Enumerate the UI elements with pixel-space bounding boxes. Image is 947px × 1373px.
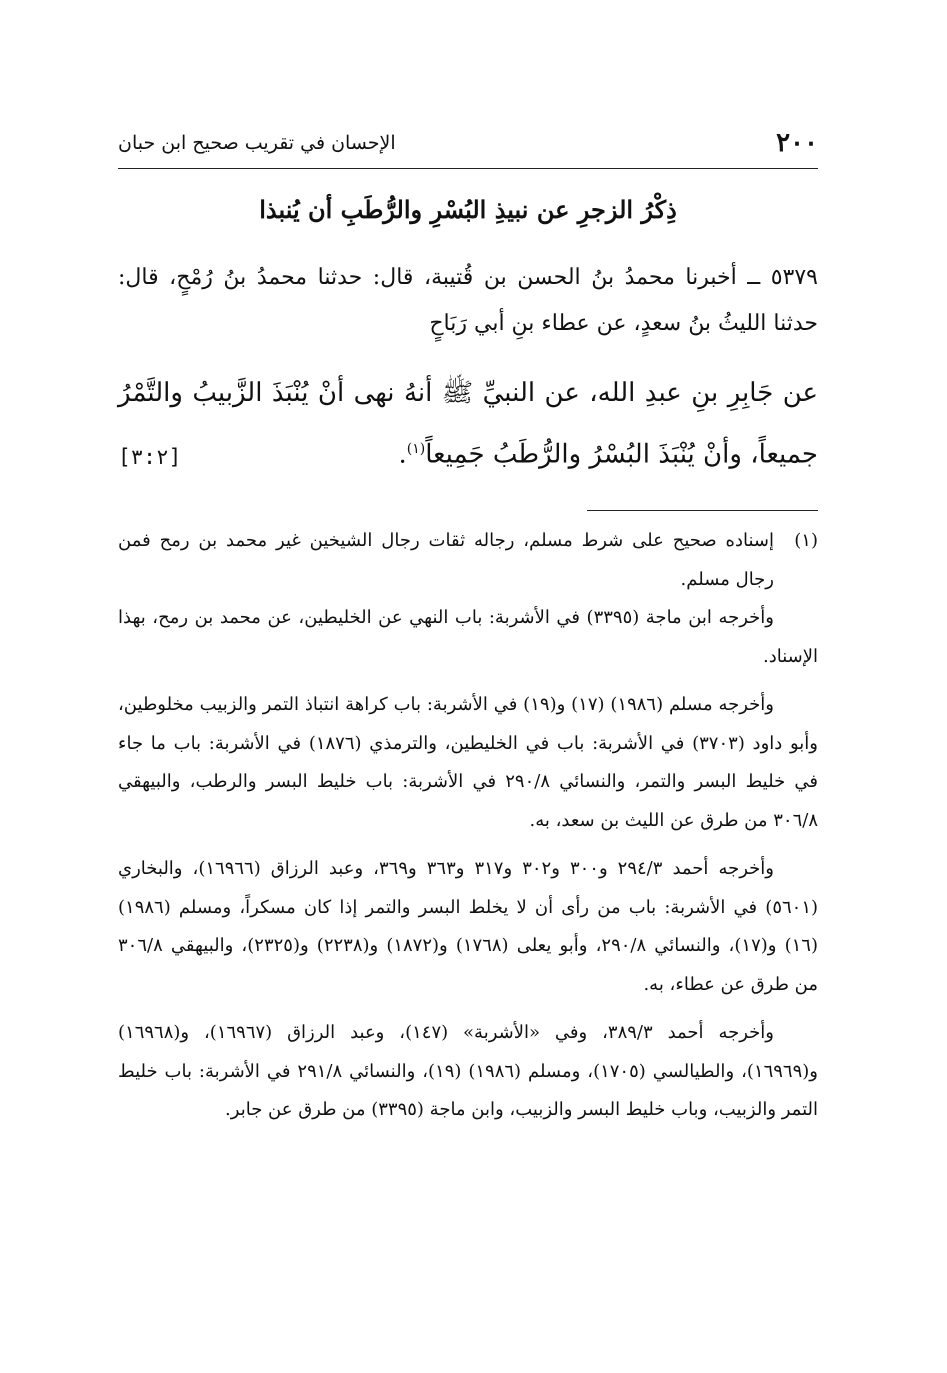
- footnotes-section: [118, 522, 818, 1140]
- footnote-1: [118, 522, 818, 599]
- chapter-reference: [٣:٢]: [118, 445, 182, 469]
- footnote-paragraph: وأخرجه أحمد ٣٨٩/٣، وفي «الأشربة» (١٤٧)، وعبد الرزاق (١٦٩٦٧)، و(١٦٩٦٨) و(١٦٩٦٩)، والطيالسي (١٧٠٥)، ومسلم (١٩٨٦) (١٩)، والنسائي ٢٩١/٨ في الأشربة: باب خليط التمر والزبيب، وباب خليط البسر والزبيب، وابن ماجة (٣٣٩٥) من طرق عن جابر.: [118, 1022, 818, 1120]
- hadith-matn: [118, 365, 818, 483]
- footnote-divider: [587, 510, 818, 511]
- footnote-paragraph: وأخرجه ابن ماجة (٣٣٩٥) في الأشربة: باب النهي عن الخليطين، عن محمد بن رمح، بهذا الإسناد.: [118, 607, 818, 667]
- footnote-reference[interactable]: (١): [406, 441, 426, 457]
- running-title: الإحسان في تقريب صحيح ابن حبان: [118, 132, 396, 154]
- footnote-marker: (١): [794, 530, 818, 551]
- footnote-paragraph: وأخرجه أحمد ٢٩٤/٣ و٣٠٠ و٣٠٢ و٣١٧ و٣٦٣ و٣٦٩، وعبد الرزاق (١٦٩٦٦)، والبخاري (٥٦٠١) في الأشربة: باب من رأى أن لا يخلط البسر والتمر إذا كان مسكراً، ومسلم (١٩٨٦) (١٦) و(١٧)، والنسائي ٢٩٠/٨، وأبو يعلى (١٧٦٨) و(١٨٧٢) و(٢٢٣٨) و(٢٣٢٥)، والبيهقي ٣٠٦/٨ من طرق عن عطاء، به.: [118, 858, 819, 995]
- matn-text: عن جَابِرِ بنِ عبدِ الله، عن النبيِّ ﷺ أنهُ نهى أنْ يُنْبَذَ الزَّبيبُ والتَّمْرُ جميعاً، وأنْ يُنْبَذَ البُسْرُ والرُّطَبُ جَمِيعاً: [118, 378, 818, 470]
- section-title: ذِكْرُ الزجرِ عن نبيذِ البُسْرِ والرُّطَبِ أن يُنبذا: [259, 195, 677, 224]
- hadith-isnad: ٥٣٧٩ ــ أخبرنا محمدُ بنُ الحسن بن قُتيبة، قال: حدثنا محمدُ بنُ رُمْحٍ، قال: حدثنا الليثُ بنُ سعدٍ، عن عطاء بنِ أبي رَبَاحٍ: [118, 265, 818, 336]
- page-header: [118, 118, 818, 169]
- main-text: [118, 185, 818, 485]
- matn-end: .: [398, 439, 407, 470]
- page-number: ٢٠٠: [776, 128, 818, 158]
- footnote-paragraph: إسناده صحيح على شرط مسلم، رجاله ثقات رجال الشيخين غير محمد بن رمح فمن رجال مسلم.: [118, 530, 774, 590]
- footnote-paragraph: وأخرجه مسلم (١٩٨٦) (١٧) و(١٩) في الأشربة: باب كراهة انتباذ التمر والزبيب مخلوطين، وأبو داود (٣٧٠٣) في الأشربة: باب في الخليطين، والترمذي (١٨٧٦) في الأشربة: باب ما جاء في خليط البسر والتمر، والنسائي ٢٩٠/٨ في الأشربة: باب خليط البسر والرطب، والبيهقي ٣٠٦/٨ من طرق عن الليث بن سعد، به.: [118, 694, 818, 831]
